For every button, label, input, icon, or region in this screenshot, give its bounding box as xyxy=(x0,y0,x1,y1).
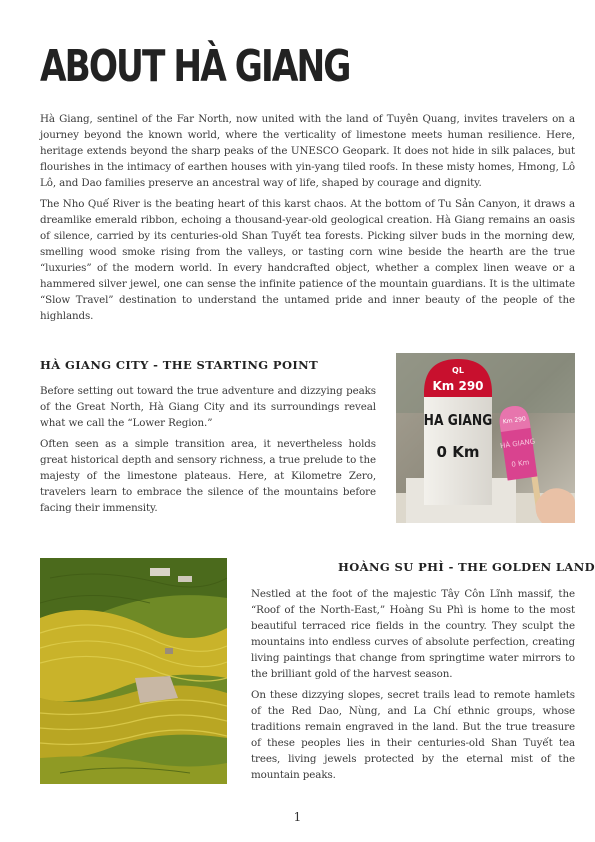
section-text-ha-giang-city xyxy=(40,383,376,521)
section-paragraph: Often seen as a simple transition area, it nevertheless holds great historical depth and sensory richness, a true prelude to the majesty of the limestone plateaus. Here, at Kilometre Zero, travelers learn to embrace the silence of the mountains before facing their immensity. xyxy=(40,438,376,514)
section-heading-hoang-su-phi: HOÀNG SU PHÌ - THE GOLDEN LAND xyxy=(338,560,595,574)
section-paragraph: Before setting out toward the true adventure and dizzying peaks of the Great North, Hà Giang City and its surroundings reveal what we call the “Lower Region.” xyxy=(40,385,376,429)
page-title: ABOUT HÀ GIANG xyxy=(40,41,350,92)
popsicle-name-text: HÀ GIANG xyxy=(499,437,536,451)
marker-zero-text: 0 Km xyxy=(436,443,480,461)
km-zero-marker-photo xyxy=(396,353,575,523)
section-text-hoang-su-phi xyxy=(251,586,575,788)
popsicle-zero-text: 0 Km xyxy=(510,458,530,469)
section-paragraph: Nestled at the foot of the majestic Tây Côn Lĩnh massif, the “Roof of the North-East,” Hoàng Su Phì is home to the most beautiful terraced rice fields in the country. They sculpt the mountains into endless curves of absolute perfection, creating living paintings that change from springtime water mirrors to the brilliant gold of the harvest season. xyxy=(251,588,575,680)
marker-km-text: Km 290 xyxy=(432,379,484,393)
page-number: 1 xyxy=(293,810,302,824)
marker-name-text: HA GIANG xyxy=(423,411,493,430)
intro-paragraph: The Nho Quế River is the beating heart of this karst chaos. At the bottom of Tu Sản Canyon, it draws a dreamlike emerald ribbon, echoing a thousand-year-old geological creation. Hà Giang remains an oasis of silence, carried by its centuries-old Shan Tuyết tea forests. Picking silver buds in the morning dew, smelling wood smoke rising from the valleys, or tasting corn wine beside the hearth are the true “luxuries” of the modern world. In every handcrafted object, whether a complex linen weave or a hammered silver jewel, one can sense the infinite patience of the mountain guardians. It is the ultimate “Slow Travel” destination to understand the untamed pride and inner beauty of the people of the highlands. xyxy=(40,198,575,322)
intro-paragraph: Hà Giang, sentinel of the Far North, now united with the land of Tuyên Quang, invites travelers on a journey beyond the known world, where the verticality of limestone meets human resilience. Here, heritage extends beyond the sharp peaks of the UNESCO Geopark. It does not hide in silk palaces, but flourishes in the intimacy of earthen houses with yin-yang tiled roofs. In these misty homes, Hmong, Lô Lô, and Dao families preserve an ancestral way of life, shaped by courage and dignity. xyxy=(40,113,575,189)
section-heading-ha-giang-city: HÀ GIANG CITY - THE STARTING POINT xyxy=(40,358,319,372)
popsicle-km-text: Km 290 xyxy=(502,415,527,426)
terraced-fields-photo xyxy=(40,558,227,784)
intro-text xyxy=(40,111,575,329)
marker-ql-text: QL xyxy=(452,366,464,375)
section-paragraph: On these dizzying slopes, secret trails lead to remote hamlets of the Red Dao, Nùng, and La Chí ethnic groups, whose traditions remain engraved in the land. But the true treasure of these peoples lies in their centuries-old Shan Tuyết tea trees, living jewels protected by the eternal mist of the mountain peaks. xyxy=(251,689,575,781)
